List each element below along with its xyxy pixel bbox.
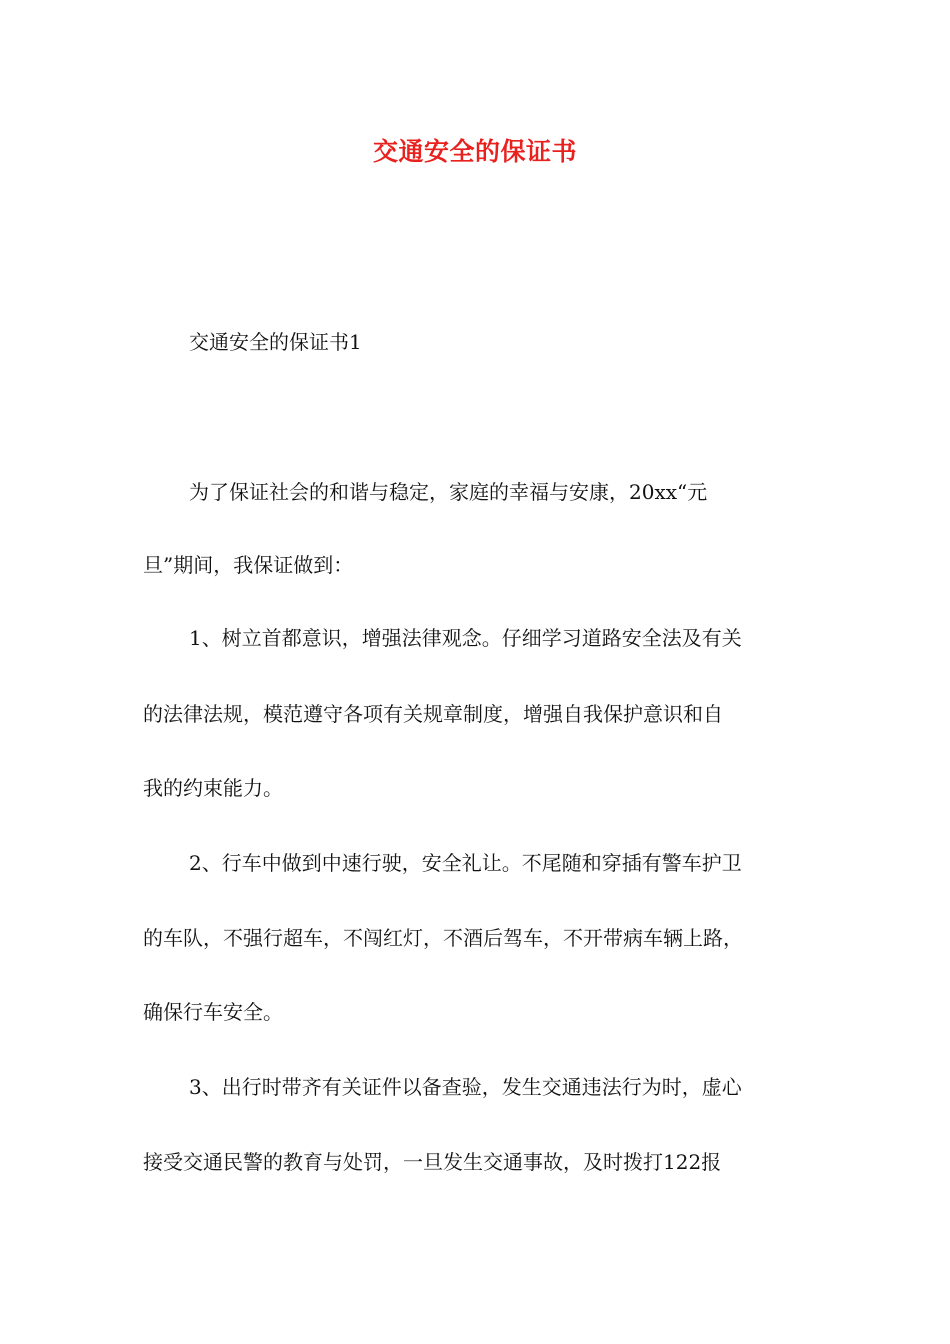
body-line-7: 的车队，不强行超车，不闯红灯，不酒后驾车，不开带病车辆上路，: [143, 926, 743, 950]
body-line-5: 我的约束能力。: [143, 776, 283, 800]
body-line-8: 确保行车安全。: [143, 1000, 283, 1024]
body-line-9: 3、出行时带齐有关证件以备查验，发生交通违法行为时，虚心: [189, 1075, 742, 1099]
body-line-1: 为了保证社会的和谐与稳定，家庭的幸福与安康，20xx“元: [189, 480, 708, 504]
body-line-4: 的法律法规，模范遵守各项有关规章制度，增强自我保护意识和自: [143, 702, 723, 726]
body-line-10: 接受交通民警的教育与处罚，一旦发生交通事故，及时拨打122报: [143, 1150, 722, 1174]
section-heading: 交通安全的保证书1: [189, 330, 362, 354]
body-line-6: 2、行车中做到中速行驶，安全礼让。不尾随和穿插有警车护卫: [189, 851, 742, 875]
document-title: 交通安全的保证书: [372, 137, 577, 166]
body-line-2: 旦”期间，我保证做到：: [143, 553, 354, 577]
body-line-3: 1、树立首都意识，增强法律观念。仔细学习道路安全法及有关: [189, 626, 742, 650]
